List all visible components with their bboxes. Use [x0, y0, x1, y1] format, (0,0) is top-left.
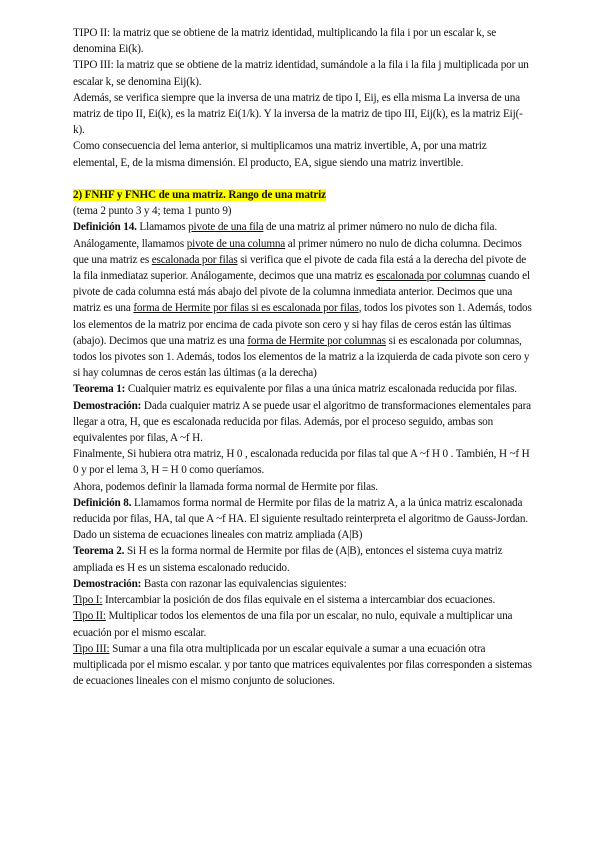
- text-run: , todos los pivotes son 1. Además, todos los elementos de la matriz por encima de cada pivote son cero y si hay filas de ceros están las últimas (abajo). Decimos que una matriz es una: [73, 302, 532, 347]
- term-hermite-columnas: forma de Hermite por columnas: [247, 334, 386, 347]
- paragraph-tipo-2: [73, 608, 532, 640]
- definicion-8-label: Definición 8.: [73, 496, 132, 509]
- text-run: Multiplicar todos los elementos de una fila por un escalar, no nulo, equivale a multiplicar una ecuación por el mismo escalar.: [73, 610, 513, 639]
- text-run: si es escalonada por columnas, todos los pivotes son 1. Además, todos los elementos de la matriz a la izquierda de cada pivote son cero y si hay columnas de ceros están las últimas (a la derecha): [73, 334, 530, 380]
- paragraph-inversa: Además, se verifica siempre que la inversa de una matriz de tipo I, Eij, es ella misma La inversa de una matriz de tipo II, Ei(k), es la matriz Ei(1/k). Y la inversa de la matriz de tipo III, Eij(k), es la matriz Eij(-k).: [73, 91, 523, 137]
- paragraph-ahora: Ahora, podemos definir la llamada forma normal de Hermite por filas.: [73, 480, 378, 493]
- text-run: Llamamos forma normal de Hermite por filas de la matriz A, a la única matriz escalonada reducida por filas, HA, tal que A ~f HA. El siguiente resultado reinterpreta el algoritmo de Gauss-Jordan. Dado un sistema de ecuaciones lineales con matriz ampliada (A|B): [73, 496, 528, 542]
- term-pivote-fila: pivote de una fila: [188, 221, 264, 234]
- term-escalonada-columnas: escalonada por columnas: [376, 270, 486, 283]
- text-run: al primer número no nulo de dicha columna. Decimos que una matriz es: [73, 237, 522, 266]
- demostracion-2: [73, 576, 532, 592]
- definicion-8: [73, 495, 532, 544]
- text-run: Basta con razonar las equivalencias siguientes:: [141, 577, 347, 590]
- text-run: de una matriz al primer número no nulo de dicha fila. Análogamente, llamamos: [73, 221, 497, 250]
- demostracion-2-label: Demostración:: [73, 577, 142, 590]
- text-run: Si H es la forma normal de Hermite por filas de (A|B), entonces el sistema cuya matriz ampliada es H es un sistema escalonado reducido.: [73, 545, 503, 574]
- paragraph-tipo-3: [73, 641, 532, 690]
- teorema-2: [73, 543, 532, 575]
- tipo-2-label: Tipo II:: [73, 610, 106, 623]
- section-heading: 2) FNHF y FNHC de una matriz. Rango de una matriz: [73, 189, 326, 202]
- paragraph-tipo-ii: TIPO II: la matriz que se obtiene de la matriz identidad, multiplicando la fila i por un escalar k, se denomina Ei(k).: [73, 27, 497, 56]
- tipo-1-label: Tipo I:: [73, 594, 103, 607]
- section-subheading: (tema 2 punto 3 y 4; tema 1 punto 9): [73, 205, 232, 218]
- teorema-1: [73, 381, 532, 397]
- definicion-14: [73, 219, 532, 381]
- text-run: cuando el pivote de cada columna está más abajo del pivote de la columna inmediata anterior. Decimos que una matriz es una: [73, 270, 530, 315]
- text-run: Llamamos: [136, 221, 189, 234]
- section-heading-wrapper: [73, 187, 532, 203]
- text-run: Intercambiar la posición de dos filas equivale en el sistema a intercambiar dos ecuaciones.: [102, 594, 496, 607]
- definicion-14-label: Definición 14.: [73, 221, 137, 234]
- text-run: Dada cualquier matriz A se puede usar el algoritmo de transformaciones elementales para llegar a otra, H, que es escalonada reducida por filas. Además, por el proceso seguido, ambas son equivalentes por filas, A ~f H.: [73, 399, 531, 445]
- demostracion-1-label: Demostración:: [73, 399, 142, 412]
- teorema-2-label: Teorema 2.: [73, 545, 125, 558]
- term-pivote-columna: pivote de una columna: [186, 237, 286, 250]
- term-hermite-filas: forma de Hermite por filas si es escalonada por filas: [133, 302, 359, 315]
- teorema-1-label: Teorema 1:: [73, 383, 126, 396]
- paragraph-tipo-1: [73, 592, 532, 608]
- text-run: si verifica que el pivote de cada fila está a la derecha del pivote de la fila inmediataz superior. Análogamente, decimos que una matriz es: [73, 253, 527, 283]
- demostracion-1: [73, 398, 532, 447]
- paragraph-finalmente: Finalmente, Si hubiera otra matriz, H 0 , escalonada reducida por filas tal que A ~f H 0 . También, H ~f H 0 y por el lema 3, H = H 0 como queríamos.: [73, 448, 530, 477]
- paragraph-consecuencia: Como consecuencia del lema anterior, si multiplicamos una matriz invertible, A, por una matriz elemental, E, de la misma dimensión. El producto, EA, sigue siendo una matriz invertible.: [73, 140, 487, 169]
- text-run: Sumar a una fila otra multiplicada por un escalar equivale a sumar a una ecuación otra multiplicada por el mismo escalar. y por tanto que matrices equivalentes por filas corresponden a sistemas de ecuaciones lineales con el mismo conjunto de soluciones.: [73, 642, 532, 688]
- blank-line: [73, 171, 532, 187]
- text-run: Cualquier matriz es equivalente por filas a una única matriz escalonada reducida por filas.: [125, 383, 517, 396]
- tipo-3-label: Tipo III:: [73, 642, 110, 655]
- term-escalonada-filas: escalonada por filas: [151, 253, 238, 266]
- paragraph-tipo-iii: TIPO III: la matriz que se obtiene de la matriz identidad, sumándole a la fila i la fila j multiplicada por un escalar k, se denomina Eij(k).: [73, 59, 529, 88]
